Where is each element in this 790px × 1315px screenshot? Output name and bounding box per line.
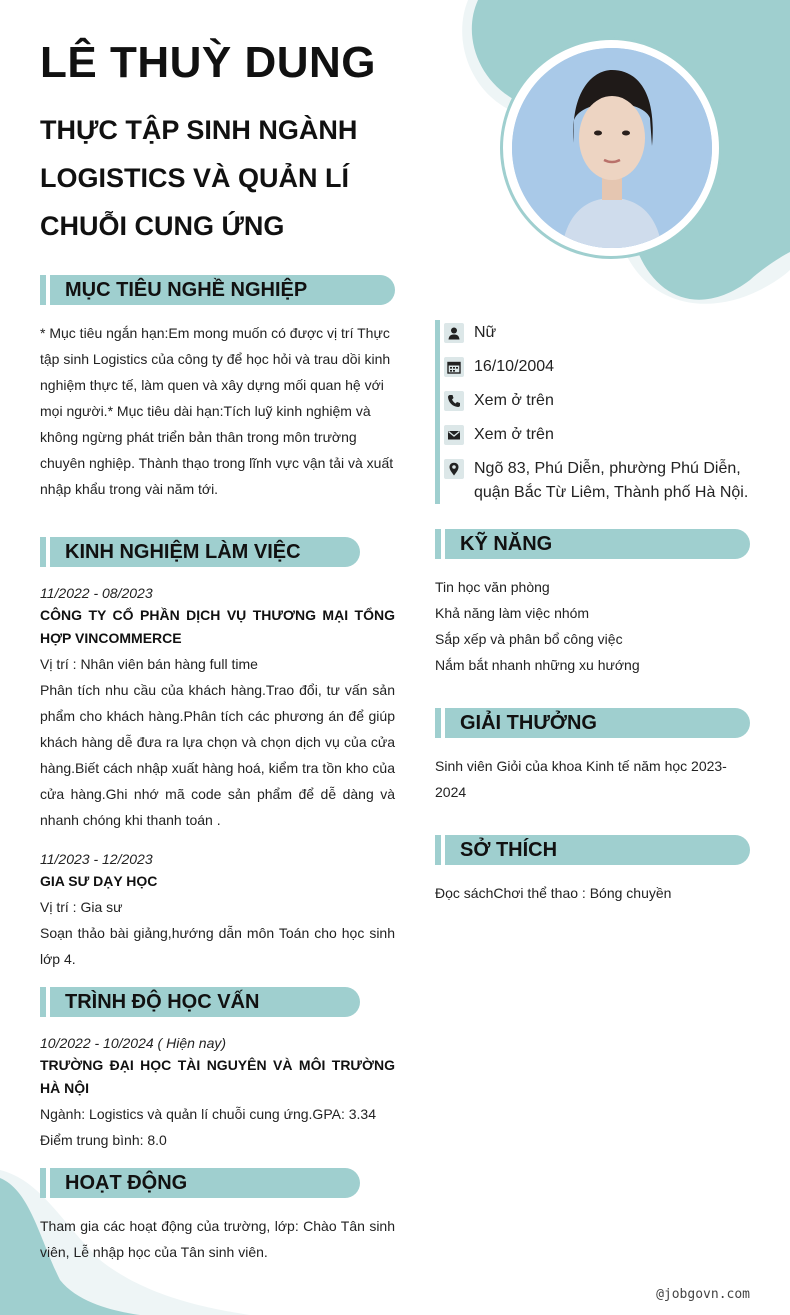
section-education-title: TRÌNH ĐỘ HỌC VẤN — [50, 987, 360, 1017]
activities-text: Tham gia các hoạt động của trường, lớp: Chào Tân sinh viên, Lễ nhập học của Tân sinh viên. — [40, 1218, 395, 1260]
section-awards-title: GIẢI THƯỞNG — [445, 708, 750, 738]
education-major: Ngành: Logistics và quản lí chuỗi cung ứng.GPA: 3.34 — [40, 1106, 376, 1122]
contact-birthdate — [444, 357, 554, 379]
education-school: TRƯỜNG ĐẠI HỌC TÀI NGUYÊN VÀ MÔI TRƯỜNG HÀ NỘI — [40, 1057, 395, 1096]
candidate-name: LÊ THUỲ DUNG — [40, 38, 376, 87]
watermark: @jobgovn.com — [656, 1287, 750, 1302]
skill-item: Nắm bắt nhanh những xu hướng — [435, 657, 640, 673]
section-experience-header — [40, 537, 360, 567]
objective-text: * Mục tiêu ngắn hạn:Em mong muốn có được vị trí Thực tập sinh Logistics của công ty để học hỏi và trau dồi kinh nghiệm thực tế, làm quen và xây dựng mối quan hệ với mọi người.* Mục tiêu dài hạn:Tích luỹ kinh nghiệm và không ngừng phát triển bản thân trong môn trường chuyên nghiệp. Thành thạo trong lĩnh vực vận tải và xuất nhập khẩu trong vài năm tới. — [40, 325, 394, 497]
job-company: CÔNG TY CỔ PHẦN DỊCH VỤ THƯƠNG MẠI TỔNG HỢP VINCOMMERCE — [40, 607, 395, 646]
contact-email — [444, 425, 554, 447]
section-objective-title: MỤC TIÊU NGHỀ NGHIỆP — [50, 275, 395, 305]
education-date: 10/2022 - 10/2024 ( Hiện nay) — [40, 1035, 227, 1051]
address-value: Ngõ 83, Phú Diễn, phường Phú Diễn, quận Bắc Từ Liêm, Thành phố Hà Nội. — [474, 460, 749, 501]
skill-item: Khả năng làm việc nhóm — [435, 605, 590, 621]
section-hobbies-header — [435, 835, 750, 865]
calendar-icon — [444, 357, 464, 377]
hobbies-text: Đọc sáchChơi thể thao : Bóng chuyền — [435, 885, 672, 901]
location-pin-icon — [444, 459, 464, 479]
phone-value: Xem ở trên — [474, 392, 554, 409]
contact-phone — [444, 391, 554, 413]
section-awards-header — [435, 708, 750, 738]
job-position: Vị trí : Gia sư — [40, 899, 123, 915]
section-skills-header — [435, 529, 750, 559]
profile-photo — [512, 48, 712, 248]
avatar-portrait-icon — [512, 48, 712, 248]
birthdate-value: 16/10/2004 — [474, 358, 555, 375]
gender-value: Nữ — [474, 324, 497, 341]
envelope-icon — [444, 425, 464, 445]
job-position: Vị trí : Nhân viên bán hàng full time — [40, 656, 258, 672]
section-activities-title: HOẠT ĐỘNG — [50, 1168, 360, 1198]
section-experience-title: KINH NGHIỆM LÀM VIỆC — [50, 537, 360, 567]
section-education-header — [40, 987, 360, 1017]
job-date: 11/2022 - 08/2023 — [40, 585, 153, 601]
email-value: Xem ở trên — [474, 426, 554, 443]
awards-text: Sinh viên Giỏi của khoa Kinh tế năm học 2023-2024 — [435, 758, 727, 800]
job-description: Soạn thảo bài giảng,hướng dẫn môn Toán cho học sinh lớp 4. — [40, 925, 395, 967]
job-title: THỰC TẬP SINH NGÀNH LOGISTICS VÀ QUẢN LÍ CHUỖI CUNG ỨNG — [40, 115, 358, 241]
job-description: Phân tích nhu cầu của khách hàng.Trao đổi, tư vấn sản phẩm cho khách hàng.Phân tích các phương án để giúp khách hàng dễ đưa ra lựa chọn và chọn dịch vụ của cửa hàng.Biết cách nhập xuất hàng hoá, kiểm tra tồn kho của cửa hàng.Ghi nhớ mã code sản phẩm để dễ dàng và nhanh chóng khi thanh toán . — [40, 682, 395, 828]
person-icon — [444, 323, 464, 343]
contact-gender — [444, 323, 496, 345]
skill-item: Sắp xếp và phân bổ công việc — [435, 631, 623, 647]
contact-divider — [435, 320, 440, 504]
section-activities-header — [40, 1168, 360, 1198]
section-objective-header — [40, 275, 395, 305]
section-hobbies-title: SỞ THÍCH — [445, 835, 750, 865]
phone-icon — [444, 391, 464, 411]
job-company: GIA SƯ DẠY HỌC — [40, 873, 158, 889]
education-score: Điểm trung bình: 8.0 — [40, 1132, 167, 1148]
section-skills-title: KỸ NĂNG — [445, 529, 750, 559]
contact-address — [444, 459, 759, 505]
skill-item: Tin học văn phòng — [435, 579, 550, 595]
job-date: 11/2023 - 12/2023 — [40, 851, 153, 867]
